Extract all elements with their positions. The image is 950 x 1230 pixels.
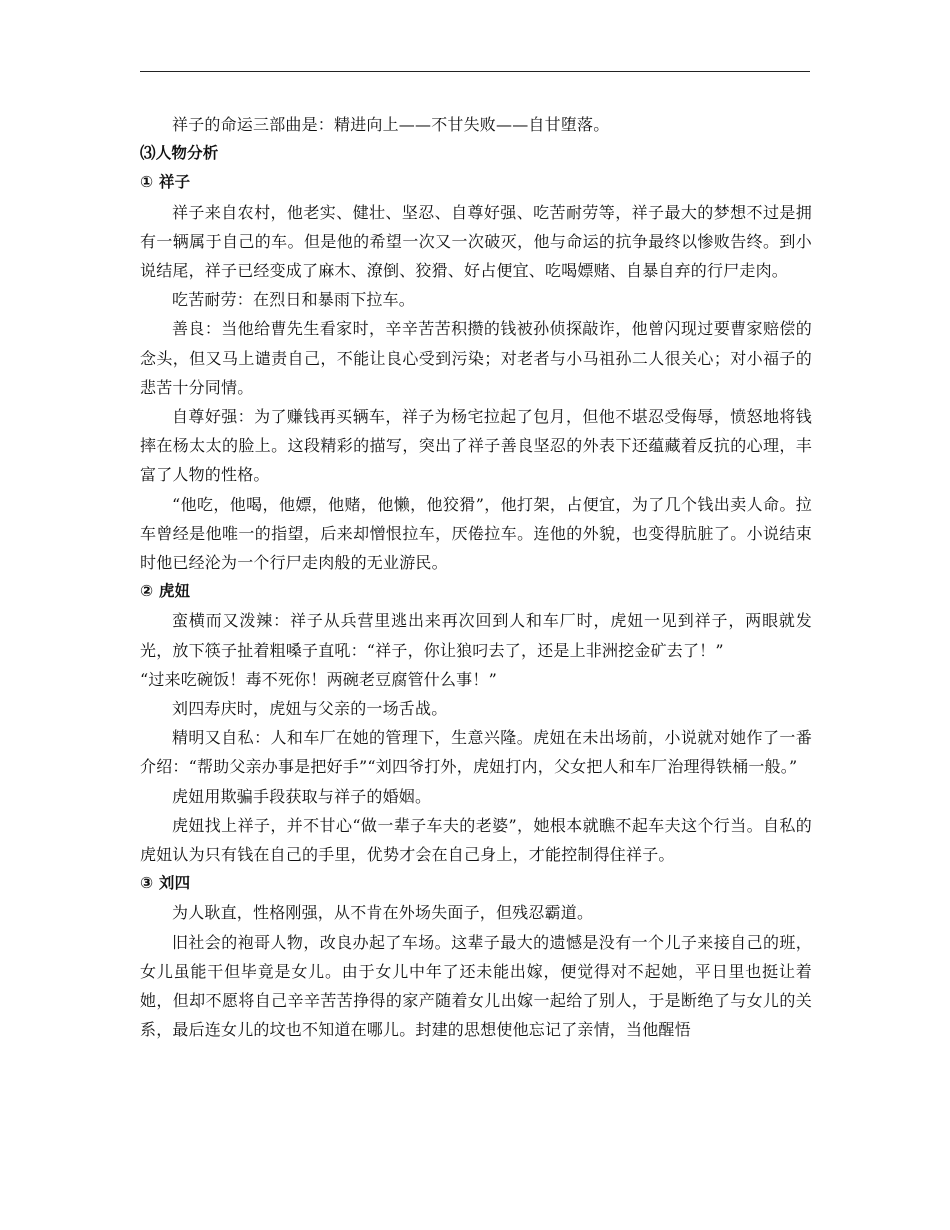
huniu-birthday-paragraph: 刘四寿庆时，虎妞与父亲的一场舌战。 [172,699,448,719]
subheading-huniu: ② 虎妞 [140,582,191,601]
header-rule [140,71,810,72]
huniu-shrewd-paragraph: 精明又自私：人和车厂在她的管理下，生意兴隆。虎妞在未出场前，小说就对她作了一番介绍：“帮助父亲办事是把好手”“刘四爷打外，虎妞打内，父女把人和车厂治理得铁桶一般。” [140,728,812,777]
xiangzi-hardworking-paragraph: 吃苦耐劳：在烈日和暴雨下拉车。 [172,290,416,310]
xiangzi-selfrespect-paragraph: 自尊好强：为了赚钱再买辆车，祥子为杨宅拉起了包月，但他不堪忍受侮辱，愤怒地将钱摔在杨太太的脸上。这段精彩的描写，突出了祥子善良坚忍的外表下还蕴藏着反抗的心理，丰富了人物的性格。 [140,407,812,485]
xiangzi-decline-paragraph: “他吃，他喝，他嫖，他赌，他懒，他狡猾”，他打架，占便宜，为了几个钱出卖人命。拉车曾经是他唯一的指望，后来却憎恨拉车，厌倦拉车。连他的外貌，也变得肮脏了。小说结束时他已经沦为一个行尸走肉般的无业游民。 [140,494,812,573]
fate-trilogy-paragraph: 祥子的命运三部曲是：精进向上——不甘失败——自甘堕落。 [172,115,610,134]
section-heading-character-analysis: ⑶人物分析 [140,144,219,163]
liusi-character-paragraph: 为人耿直，性格刚强，从不肯在外场失面子，但残忍霸道。 [172,903,594,923]
subheading-liusi: ③ 刘四 [140,874,191,893]
huniu-marriage-paragraph: 虎妞用欺骗手段获取与祥子的婚姻。 [172,786,432,806]
huniu-selfish-paragraph: 虎妞找上祥子，并不甘心“做一辈子车夫的老婆”，她根本就瞧不起车夫这个行当。自私的虎妞认为只有钱在自己的手里，优势才会在自己身上，才能控制得住祥子。 [140,815,812,865]
liusi-background-paragraph: 旧社会的袍哥人物，改良办起了车场。这辈子最大的遗憾是没有一个儿子来接自己的班，女儿虽能干但毕竟是女儿。由于女儿中年了还未能出嫁，便觉得对不起她，平日里也挺让着她，但却不愿将自己辛辛苦苦挣得的家产随着女儿出嫁一起给了别人，于是断绝了与女儿的关系，最后连女儿的坟也不知道在哪儿。封建的思想使他忘记了亲情，当他醒悟 [140,932,812,1040]
xiangzi-intro-paragraph: 祥子来自农村，他老实、健壮、坚忍、自尊好强、吃苦耐劳等，祥子最大的梦想不过是拥有一辆属于自己的车。但是他的希望一次又一次破灭，他与命运的抗争最终以惨败告终。到小说结尾，祥子已经变成了麻木、潦倒、狡猾、好占便宜、吃喝嫖赌、自暴自弃的行尸走肉。 [140,202,812,281]
huniu-quote-paragraph: “过来吃碗饭！毒不死你！两碗老豆腐管什么事！” [140,669,497,689]
subheading-xiangzi: ① 祥子 [140,173,191,192]
document-body [140,110,812,1045]
xiangzi-kindness-paragraph: 善良：当他给曹先生看家时，辛辛苦苦积攒的钱被孙侦探敲诈，他曾闪现过要曹家赔偿的念头，但又马上谴责自己，不能让良心受到污染；对老者与小马祖孙二人很关心；对小福子的悲苦十分同情。 [140,319,812,397]
huniu-fierce-paragraph: 蛮横而又泼辣：祥子从兵营里逃出来再次回到人和车厂时，虎妞一见到祥子，两眼就发光，放下筷子扯着粗嗓子直吼：“祥子，你让狼叼去了，还是上非洲挖金矿去了！” [140,611,812,660]
